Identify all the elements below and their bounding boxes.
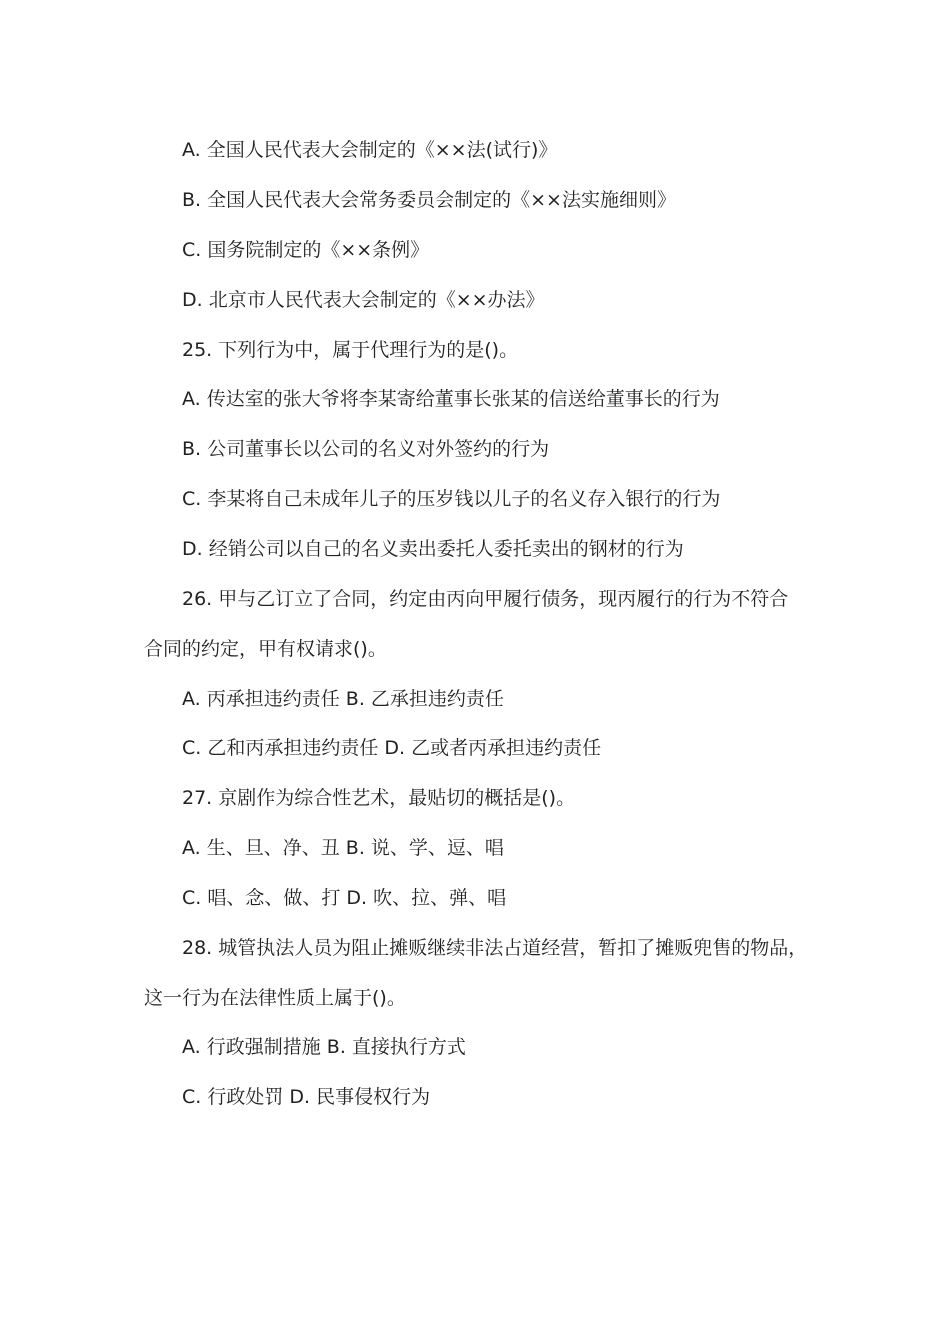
q27-options-cd: C. 唱、念、做、打 D. 吹、拉、弹、唱	[182, 887, 507, 909]
q26-question: 26. 甲与乙订立了合同，约定由丙向甲履行债务，现丙履行的行为不符合	[182, 588, 789, 610]
q24-option-c: C. 国务院制定的《××条例》	[182, 239, 430, 261]
q26-options-ab: A. 丙承担违约责任 B. 乙承担违约责任	[182, 688, 504, 710]
q25-option-c: C. 李某将自己未成年儿子的压岁钱以儿子的名义存入银行的行为	[182, 488, 721, 510]
q25-option-d: D. 经销公司以自己的名义卖出委托人委托卖出的钢材的行为	[182, 538, 684, 560]
q27-question: 27. 京剧作为综合性艺术，最贴切的概括是()。	[182, 787, 576, 809]
q24-option-a: A. 全国人民代表大会制定的《××法(试行)》	[182, 139, 558, 161]
q26-question-continued: 合同的约定，甲有权请求()。	[144, 638, 387, 660]
q28-options-cd: C. 行政处罚 D. 民事侵权行为	[182, 1086, 431, 1108]
q25-option-a: A. 传达室的张大爷将李某寄给董事长张某的信送给董事长的行为	[182, 388, 720, 410]
q28-options-ab: A. 行政强制措施 B. 直接执行方式	[182, 1036, 466, 1058]
q24-option-b: B. 全国人民代表大会常务委员会制定的《××法实施细则》	[182, 189, 676, 211]
q27-options-ab: A. 生、旦、净、丑 B. 说、学、逗、唱	[182, 837, 504, 859]
q28-question-continued: 这一行为在法律性质上属于()。	[144, 987, 406, 1009]
q24-option-d: D. 北京市人民代表大会制定的《××办法》	[182, 289, 545, 311]
q28-question: 28. 城管执法人员为阻止摊贩继续非法占道经营，暂扣了摊贩兜售的物品，	[182, 937, 808, 959]
q25-option-b: B. 公司董事长以公司的名义对外签约的行为	[182, 438, 550, 460]
q26-options-cd: C. 乙和丙承担违约责任 D. 乙或者丙承担违约责任	[182, 737, 602, 759]
q25-question: 25. 下列行为中，属于代理行为的是()。	[182, 339, 519, 361]
